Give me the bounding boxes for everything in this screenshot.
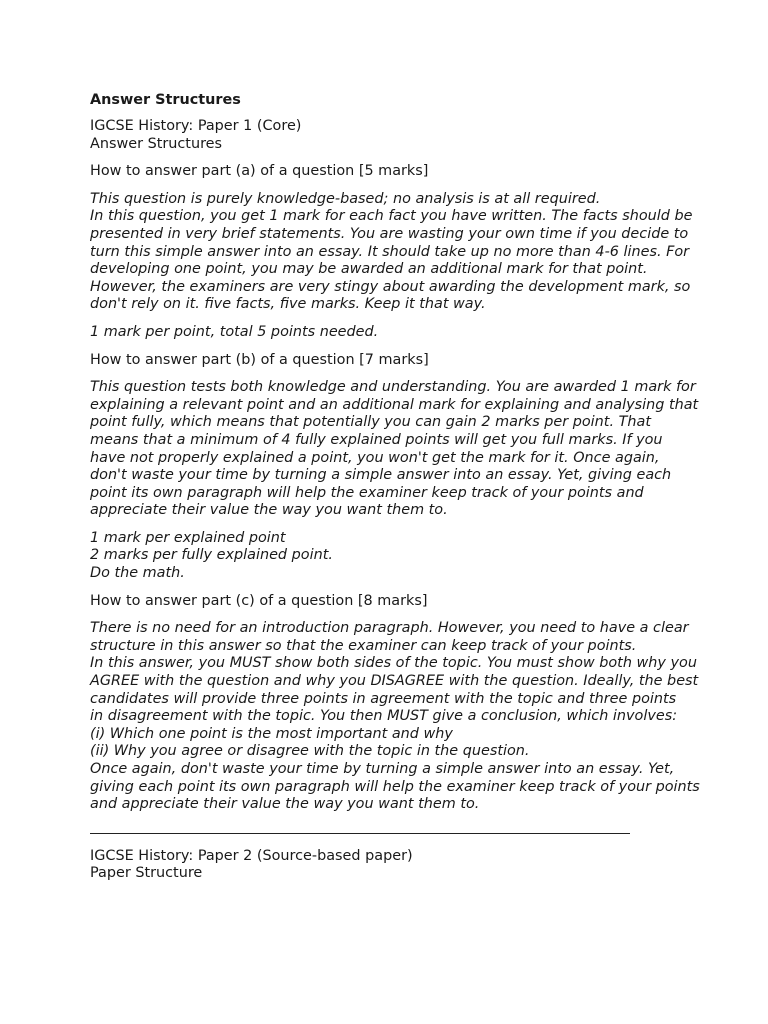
part-a-line: developing one point, you may be awarded an additional mark for that point. [90,261,648,278]
part-a-body [90,191,730,314]
section-divider [90,833,630,834]
part-c-line: There is no need for an introduction paragraph. However, you need to have a clear [90,620,689,637]
part-b-line: appreciate their value the way you want them to. [90,502,448,519]
part-c-line: Once again, don't waste your time by turning a simple answer into an essay. Yet, [90,761,675,777]
part-b-line: This question tests both knowledge and understanding. You are awarded 1 mark for [90,379,696,396]
part-b-line: explaining a relevant point and an additional mark for explaining and analysing that [90,396,699,413]
part-c-line: candidates will provide three points in agreement with the topic and three points [90,690,677,707]
part-c-line: giving each point its own paragraph will help the examiner keep track of your points [90,778,700,795]
part-b-line: have not properly explained a point, you won't get the mark for it. Once again, [90,449,660,466]
part-c-line: (ii) Why you agree or disagree with the topic in the question. [90,743,530,760]
part-a-line: However, the examiners are very stingy about awarding the development mark, so [90,278,691,295]
part-c-body [90,620,730,814]
document-page [90,91,730,893]
part-b-line: point fully, which means that potentially you can gain 2 marks per point. That [90,414,651,431]
part-c-heading: How to answer part (c) of a question [8 marks] [90,592,428,609]
part-b-summary-line: Do the math. [90,565,185,582]
paper1-course-line: IGCSE History: Paper 1 (Core) [90,118,302,134]
paper2-course-line: IGCSE History: Paper 2 (Source-based paper) [90,847,413,864]
document-title: Answer Structures [90,92,241,108]
part-b-heading: How to answer part (b) of a question [7 marks] [90,351,429,368]
part-b-line: point its own paragraph will help the examiner keep track of your points and [90,484,644,501]
paper2-header [90,848,730,883]
paper1-header [90,118,730,153]
part-a-line: turn this simple answer into an essay. It should take up no more than 4-6 lines. For [90,243,690,260]
part-a-line: In this question, you get 1 mark for each fact you have written. The facts should be [90,208,693,225]
part-a-summary: 1 mark per point, total 5 points needed. [90,323,379,340]
part-a-line: This question is purely knowledge-based; no analysis is at all required. [90,190,601,207]
part-b-line: means that a minimum of 4 fully explained points will get you full marks. If you [90,431,663,448]
part-b-summary-line: 1 mark per explained point [90,529,286,546]
paper2-subtitle: Paper Structure [90,865,203,882]
part-a-heading: How to answer part (a) of a question [5 marks] [90,163,429,180]
paper1-subtitle: Answer Structures [90,135,223,152]
part-c-line: AGREE with the question and why you DISAGREE with the question. Ideally, the best [90,673,699,690]
part-a-line: don't rely on it. five facts, five marks. Keep it that way. [90,296,486,313]
part-c-line: structure in this answer so that the examiner can keep track of your points. [90,637,637,654]
part-c-line: In this answer, you MUST show both sides of the topic. You must show both why you [90,655,697,672]
part-b-line: don't waste your time by turning a simple answer into an essay. Yet, giving each [90,467,672,484]
part-c-line: in disagreement with the topic. You then MUST give a conclusion, which involves: [90,708,678,725]
part-a-line: presented in very brief statements. You are wasting your own time if you decide to [90,225,689,242]
part-c-line: (i) Which one point is the most important and why [90,725,453,742]
part-c-line: and appreciate their value the way you want them to. [90,796,480,813]
part-b-summary [90,530,730,583]
part-b-body [90,379,730,520]
part-b-summary-line: 2 marks per fully explained point. [90,547,333,564]
